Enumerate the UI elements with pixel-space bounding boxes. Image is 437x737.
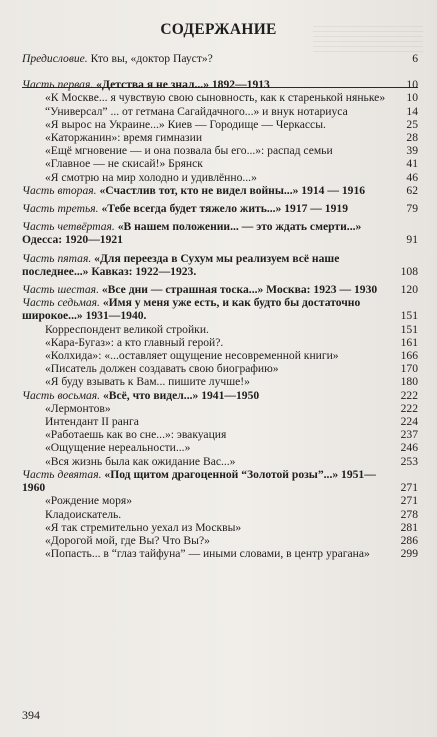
toc-page-number: 286	[400, 533, 418, 547]
toc-entry-title	[45, 157, 203, 170]
toc-page-number: 271	[400, 481, 418, 495]
part-label: Часть первая.	[22, 78, 94, 92]
entry-text: «Кара-Бугаз»: а кто главный герой?.	[45, 335, 224, 349]
entry-text: «Лермонтов»	[45, 401, 111, 415]
entry-text: «Писатель должен создавать свою биографию»	[45, 362, 279, 376]
toc-entry-title	[45, 171, 257, 184]
toc-subentry	[45, 91, 418, 104]
toc-subentry	[45, 534, 418, 547]
entry-text: «Рождение моря»	[45, 494, 133, 508]
entry-text: «Я вырос на Украине...» Киев — Городище — Черкассы.	[45, 117, 326, 131]
toc-entry-title	[22, 78, 270, 91]
toc-entry-title	[45, 494, 132, 507]
toc-entry-title	[45, 105, 348, 118]
toc-entry-title	[45, 402, 111, 415]
toc-entry-title	[45, 508, 121, 521]
toc-page-number: 151	[400, 322, 418, 336]
entry-text: Интендант II ранга	[45, 415, 139, 429]
toc-entry	[22, 389, 418, 402]
part-label: Часть четвёртая.	[22, 220, 115, 234]
toc-page-number: 222	[400, 401, 418, 415]
toc-page-number: 62	[406, 183, 418, 197]
toc-page-number: 237	[400, 428, 418, 442]
part-label: Часть шестая.	[22, 283, 99, 297]
entry-text: «К Москве... я чувствую свою сыновность, как к старенькой няньке»	[45, 91, 386, 105]
toc-entry-title	[45, 118, 326, 131]
entry-text: Кто вы, «доктор Пауст»?	[87, 52, 213, 65]
entry-text: “Универсал” ... от гетмана Сагайдачного...» и внук нотариуса	[45, 104, 348, 118]
toc-entry-title	[22, 296, 360, 322]
toc-subentry	[45, 441, 418, 454]
toc-subentry	[45, 521, 418, 534]
toc-subentry	[45, 171, 418, 184]
toc-page-number: 28	[406, 131, 418, 145]
part-label: Часть вторая.	[22, 183, 97, 197]
toc-entry-title	[45, 441, 190, 454]
toc-page-number: 278	[400, 507, 418, 521]
entry-text: Кладоискатель.	[45, 507, 122, 521]
part-label: Часть девятая.	[22, 467, 102, 481]
toc-subentry	[45, 547, 418, 560]
toc-page-number: 151	[400, 309, 418, 323]
toc-entry	[22, 468, 418, 494]
toc-page-number: 108	[400, 264, 418, 278]
entry-text: «Вся жизнь была как ожидание Вас...»	[45, 454, 236, 468]
toc-page-number: 39	[406, 144, 418, 158]
part-label: Часть пятая.	[22, 251, 92, 265]
toc-subentry	[45, 144, 418, 157]
toc-page-number: 224	[400, 415, 418, 429]
entry-text: «Главное — не скисай!» Брянск	[45, 157, 203, 171]
entry-text: «Тебе всегда будет тяжело жить...» 1917 — 1919	[98, 202, 348, 216]
toc-page-number: 91	[406, 233, 418, 247]
toc-entry-title	[22, 220, 361, 246]
toc-entry-title	[22, 389, 259, 402]
part-label: Часть восьмая.	[22, 388, 101, 402]
toc-subentry	[45, 105, 418, 118]
toc-subentry	[45, 362, 418, 375]
toc-entry-title	[45, 455, 235, 468]
toc-page-number: 299	[400, 547, 418, 561]
entry-text: «Счастлив тот, кто не видел войны...» 1914 — 1916	[96, 183, 366, 197]
entry-text: «Под щитом драгоценной “Золотой розы”...» 1951—1960	[22, 467, 376, 495]
entry-text: «Ещё мгновение — и она позвала бы его...»: распад семьи	[45, 144, 333, 158]
toc-subentry	[45, 336, 418, 349]
toc-entry	[22, 220, 418, 246]
toc-entry-title	[45, 428, 226, 441]
toc-subentry	[45, 131, 418, 144]
toc-subentry	[45, 508, 418, 521]
toc-entry-title	[45, 131, 202, 144]
page-title: СОДЕРЖАНИЕ	[160, 21, 277, 38]
toc-entry-title	[45, 336, 223, 349]
toc-subentry	[45, 428, 418, 441]
toc-page-number: 41	[406, 157, 418, 171]
entry-text: «Имя у меня уже есть, и как будто бы достаточно широкое...» 1931—1940.	[22, 296, 361, 323]
toc-entry-title	[22, 283, 377, 296]
toc-entry-title	[22, 184, 365, 197]
table-of-contents	[22, 52, 418, 560]
toc-page-number: 14	[406, 104, 418, 118]
entry-text: «Попасть... в “глаз тайфуна” — иными словами, в центр урагана»	[45, 547, 370, 561]
toc-subentry	[45, 157, 418, 170]
toc-subentry	[45, 494, 418, 507]
toc-entry	[22, 78, 418, 91]
toc-entry-title	[22, 468, 376, 494]
toc-entry-title	[22, 252, 339, 278]
toc-page-number: 281	[400, 520, 418, 534]
toc-subentry	[45, 402, 418, 415]
toc-entry-title	[45, 144, 333, 157]
toc-subentry	[45, 415, 418, 428]
toc-page-number: 180	[400, 375, 418, 389]
toc-page-number: 120	[400, 283, 418, 297]
entry-text: Корреспондент великой стройки.	[45, 322, 209, 336]
toc-entry-title	[22, 202, 348, 215]
toc-page-number: 253	[400, 454, 418, 468]
toc-entry	[22, 52, 418, 65]
entry-text: «Всё, что видел...» 1941—1950	[100, 388, 260, 402]
part-label: Предисловие.	[22, 52, 88, 65]
toc-subentry	[45, 375, 418, 388]
toc-page-number: 222	[400, 388, 418, 402]
toc-entry-title	[45, 349, 339, 362]
toc-entry-title	[22, 52, 213, 65]
part-label: Часть третья.	[22, 202, 99, 216]
toc-page-number: 161	[400, 335, 418, 349]
page-number: 394	[22, 708, 40, 722]
toc-entry	[22, 202, 418, 215]
entry-text: «Для переезда в Сухум мы реализуем всё наше последнее...» Кавказ: 1922—1923.	[22, 251, 340, 278]
toc-subentry	[45, 323, 418, 336]
toc-page-number: 246	[400, 441, 418, 455]
entry-text: «Детства я не знал...» 1892—1913	[93, 78, 270, 92]
entry-text: «Ощущение нереальности...»	[45, 441, 191, 455]
toc-entry	[22, 184, 418, 197]
toc-page-number: 170	[400, 362, 418, 376]
toc-entry	[22, 252, 418, 278]
entry-text: «Дорогой мой, где Вы? Что Вы?»	[45, 533, 210, 547]
toc-page-number: 166	[400, 349, 418, 363]
toc-page-number: 6	[412, 52, 418, 65]
toc-subentry	[45, 455, 418, 468]
toc-entry	[22, 296, 418, 322]
entry-text: «Я так стремительно уехал из Москвы»	[45, 520, 242, 534]
toc-page-number: 10	[406, 78, 418, 92]
toc-entry-title	[45, 362, 279, 375]
toc-entry-title	[45, 521, 241, 534]
toc-entry-title	[45, 547, 370, 560]
entry-text: «Каторжанин»: время гимназии	[45, 131, 203, 145]
toc-page-number: 79	[406, 202, 418, 216]
toc-entry-title	[45, 91, 385, 104]
toc-entry	[22, 283, 418, 296]
entry-text: «Работаешь как во сне...»: эвакуация	[45, 428, 227, 442]
toc-page-number: 10	[406, 91, 418, 105]
toc-subentry	[45, 118, 418, 131]
toc-subentry	[45, 349, 418, 362]
toc-entry-title	[45, 534, 210, 547]
toc-entry-title	[45, 323, 209, 336]
entry-text: «В нашем положении... — это ждать смерти...» Одесса: 1920—1921	[22, 220, 362, 247]
entry-text: «Колхида»: «...оставляет ощущение несовременной книги»	[45, 349, 339, 363]
entry-text: «Я смотрю на мир холодно и удивлённо...»	[45, 170, 257, 184]
toc-page-number: 271	[400, 494, 418, 508]
part-label: Часть седьмая.	[22, 296, 100, 310]
entry-text: «Я буду взывать к Вам... пишите лучше!»	[45, 375, 250, 389]
toc-page-number: 25	[406, 117, 418, 131]
toc-page-number: 46	[406, 170, 418, 184]
entry-text: «Все дни — страшная тоска...» Москва: 1923 — 1930	[98, 283, 378, 297]
toc-entry-title	[45, 415, 139, 428]
toc-entry-title	[45, 375, 250, 388]
